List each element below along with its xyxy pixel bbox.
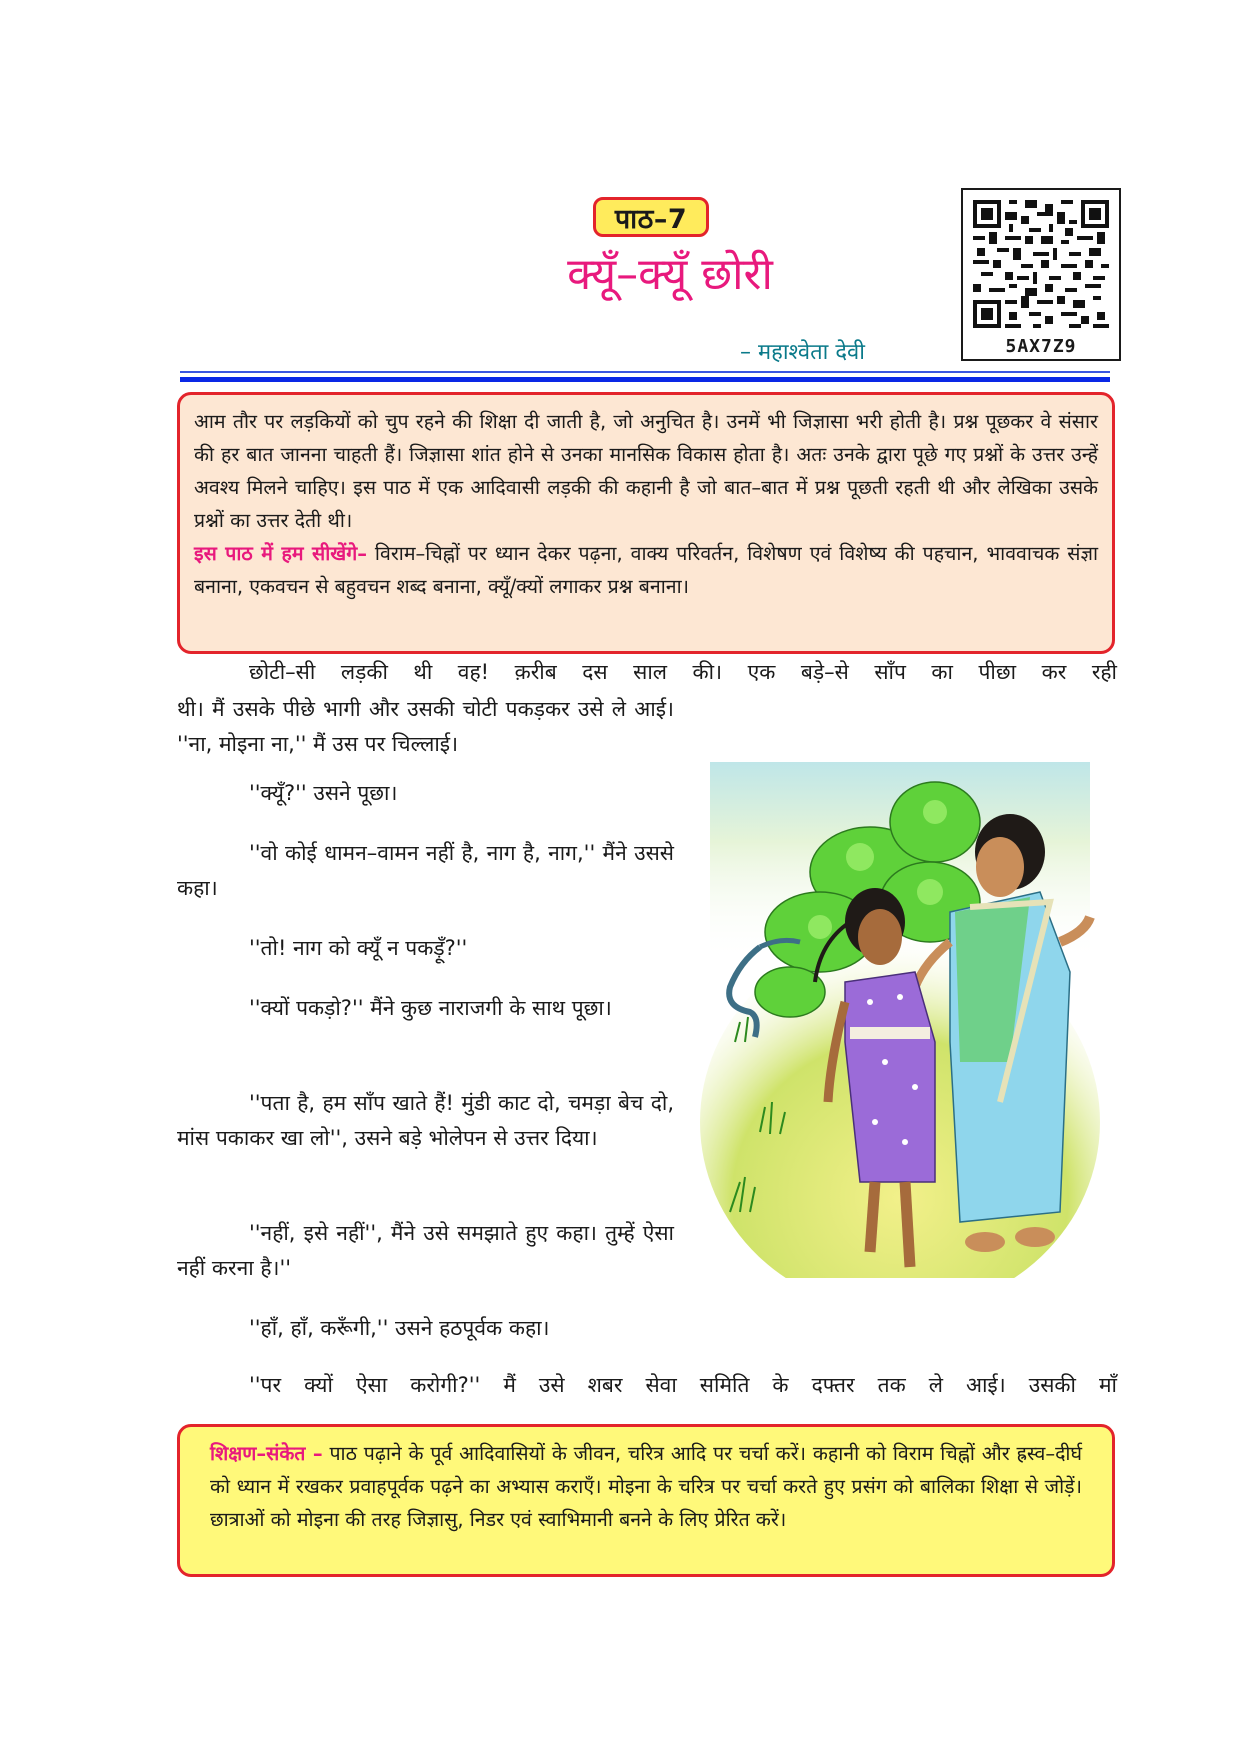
teaching-note-box xyxy=(177,1424,1115,1577)
header-rule-thick xyxy=(180,377,1110,382)
story-paragraph-8: ''हाँ, हाँ, करूँगी,'' उसने हठपूर्वक कहा। xyxy=(249,1316,550,1340)
header-rule-thin xyxy=(180,371,1110,373)
qr-code-block[interactable] xyxy=(961,188,1121,361)
qr-code-id: 5AX7Z9 xyxy=(1005,336,1077,357)
story-paragraph-1: थी। मैं उसके पीछे भागी और उसकी चोटी पकड़कर उसे ले आई। ''ना, मोइना ना,'' मैं उस पर चिल्लाई। xyxy=(177,697,674,756)
learning-objectives xyxy=(194,537,1098,603)
story-paragraph-6: ''पता है, हम साँप खाते हैं! मुंडी काट दो, चमड़ा बेच दो, मांस पकाकर खा लो'', उसने बड़े भोलेपन से उत्तर दिया। xyxy=(177,1091,674,1150)
story-paragraph-9: ''पर क्यों ऐसा करोगी?'' मैं उसे शबर सेवा समिति के दफ्तर तक ले आई। उसकी माँ xyxy=(249,1373,1117,1397)
teaching-note-text: पाठ पढ़ाने के पूर्व आदिवासियों के जीवन, चरित्र आदि पर चर्चा करें। कहानी को विराम चिह्नों और ह्रस्व–दीर्घ को ध्यान में रखकर प्रवाहपूर्वक पढ़ने का अभ्यास कराएँ। मोइना के चरित्र पर चर्चा करते हुए प्रसंग को बालिका शिक्षा से जोड़ें। छात्राओं को मोइना की तरह जिज्ञासु, निडर एवं स्वाभिमानी बनने के लिए प्रेरित करें। xyxy=(210,1442,1082,1531)
intro-paragraph: आम तौर पर लड़कियों को चुप रहने की शिक्षा दी जाती है, जो अनुचित है। उनमें भी जिज्ञासा भरी होती है। प्रश्न पूछकर वे संसार की हर बात जानना चाहती हैं। जिज्ञासा शांत होने से उनका मानसिक विकास होता है। अतः उनके द्वारा पूछे गए प्रश्नों के उत्तर उन्हें अवश्य मिलने चाहिए। इस पाठ में एक आदिवासी लड़की की कहानी है जो बात–बात में प्रश्न पूछती रहती थी और लेखिका उसके प्रश्नों का उत्तर देती थी। xyxy=(194,410,1098,532)
lesson-title: क्यूँ–क्यूँ छोरी xyxy=(567,249,773,300)
lesson-intro-box xyxy=(177,392,1115,654)
story-line-1: छोटी–सी लड़की थी वह! क़रीब दस साल की। एक बड़े–से साँप का पीछा कर रही xyxy=(249,660,1117,684)
story-paragraph-5: ''क्यों पकड़ो?'' मैंने कुछ नाराजगी के साथ पूछा। xyxy=(249,996,612,1020)
story-paragraph-2: ''क्यूँ?'' उसने पूछा। xyxy=(249,781,398,805)
learning-objectives-heading: इस पाठ में हम सीखेंगे– xyxy=(194,542,367,565)
teaching-note-heading: शिक्षण–संकेत – xyxy=(210,1442,323,1465)
story-paragraph-7: ''नहीं, इसे नहीं'', मैंने उसे समझाते हुए कहा। तुम्हें ऐसा नहीं करना है।'' xyxy=(177,1221,674,1280)
lesson-number-badge: पाठ–7 xyxy=(593,197,709,237)
story-paragraph-4: ''तो! नाग को क्यूँ न पकड़ूँ?'' xyxy=(249,936,468,960)
story-illustration xyxy=(700,742,1100,1278)
learning-objectives-text: विराम–चिह्नों पर ध्यान देकर पढ़ना, वाक्य परिवर्तन, विशेषण एवं विशेष्य की पहचान, भाववाचक संज्ञा बनाना, एकवचन से बहुवचन शब्द बनाना, क्यूँ/क्यों लगाकर प्रश्न बनाना। xyxy=(194,542,1098,598)
story-paragraph-3: ''वो कोई धामन–वामन नहीं है, नाग है, नाग,'' मैंने उससे कहा। xyxy=(177,841,674,900)
qr-code-icon xyxy=(973,200,1109,328)
author-name: – महाश्वेता देवी xyxy=(740,340,865,365)
